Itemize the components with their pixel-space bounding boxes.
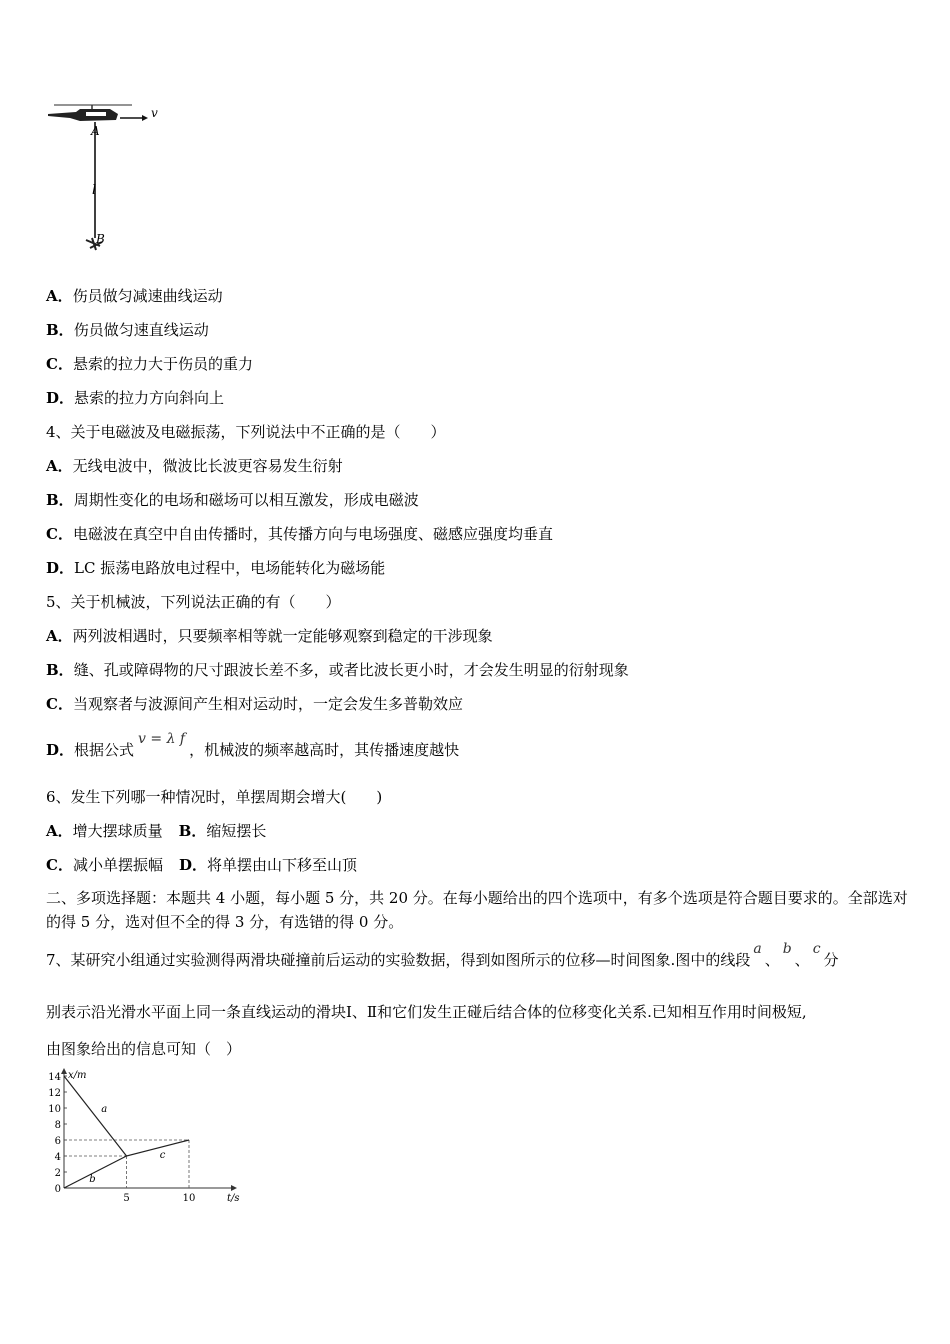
sep: 、 (794, 951, 810, 969)
option-key: C． (46, 856, 73, 874)
q6-options-row1 (46, 821, 266, 841)
option-text: 悬索的拉力大于伤员的重力 (72, 355, 253, 373)
b-label: B (96, 232, 105, 246)
y-tick-label: 4 (54, 1152, 61, 1163)
y-tick-label: 2 (54, 1168, 61, 1179)
option-text: 减小单摆振幅 (72, 856, 163, 874)
q7-text-post: 分 (823, 951, 839, 969)
series-label-b: b (89, 1174, 96, 1185)
series-line-c (127, 1140, 190, 1156)
helicopter-figure (40, 96, 170, 256)
heli-windows (86, 112, 106, 116)
option-text: 悬索的拉力方向斜向上 (74, 389, 225, 407)
q7-line1 (46, 941, 839, 971)
q4-option-b (46, 490, 419, 510)
x-tick-label: 5 (123, 1193, 130, 1204)
option-key: A． (46, 457, 73, 475)
option-key: D． (46, 741, 75, 759)
x-axis-arrow (231, 1185, 237, 1191)
series-line-a (64, 1076, 127, 1156)
q3-option-b (46, 320, 209, 340)
option-text-pre: 根据公式 (74, 741, 135, 759)
option-text: 伤员做匀速直线运动 (73, 321, 209, 339)
y-axis-arrow (61, 1068, 67, 1074)
q4-option-c (46, 524, 553, 544)
q4-option-a (46, 456, 343, 476)
x-axis-label: t/s (227, 1193, 240, 1204)
option-text: 周期性变化的电场和磁场可以相互激发，形成电磁波 (73, 491, 419, 509)
q7-line2: 别表示沿光滑水平面上同一条直线运动的滑块Ⅰ、Ⅱ和它们发生正碰后结合体的位移变化关系.已知相互作用时间极短, (46, 1003, 807, 1021)
q4-stem: 4、关于电磁波及电磁振荡，下列说法中不正确的是（ ） (46, 423, 446, 441)
q7-line3: 由图象给出的信息可知（ ） (46, 1040, 242, 1058)
q6-stem: 6、发生下列哪一种情况时，单摆周期会增大( ) (46, 788, 383, 806)
seg-b-label: b (782, 941, 792, 957)
option-text: 电磁波在真空中自由传播时，其传播方向与电场强度、磁感应强度均垂直 (72, 525, 553, 543)
x-tick-label: 10 (182, 1193, 196, 1204)
option-text: 两列波相遇时，只要频率相等就一定能够观察到稳定的干涉现象 (72, 627, 493, 645)
v-label: v (151, 106, 158, 120)
seg-c-label: c (812, 941, 821, 957)
option-key: C． (46, 355, 73, 373)
y-tick-label: 10 (48, 1104, 61, 1115)
option-text: 当观察者与波源间产生相对运动时，一定会发生多普勒效应 (72, 695, 463, 713)
q3-option-d (46, 388, 224, 408)
option-text-post: ，机械波的频率越高时，其传播速度越快 (189, 741, 460, 759)
option-key: D． (178, 856, 207, 874)
option-key: B． (46, 321, 74, 339)
sep: 、 (764, 951, 780, 969)
series-label-c: c (159, 1150, 166, 1161)
xt-chart (40, 1066, 240, 1206)
q5-option-c (46, 694, 463, 714)
option-key: B． (46, 491, 74, 509)
y-axis-label: x/m (68, 1070, 87, 1081)
q4-option-d (46, 558, 385, 578)
section2-instructions: 二、多项选择题：本题共 4 小题，每小题 5 分，共 20 分。在每小题给出的四个选项中，有多个选项是符合题目要求的。全部选对的得 5 分，选对但不全的得 3 分，有选错的得 0 分。 (46, 889, 908, 931)
option-key: A． (46, 287, 73, 305)
y-tick-label: 6 (54, 1136, 61, 1147)
option-key: D． (46, 559, 75, 577)
helicopter-body (48, 109, 118, 121)
option-key: A． (46, 822, 73, 840)
y-tick-label: 12 (48, 1088, 61, 1099)
option-key: C． (46, 525, 73, 543)
option-text: 缝、孔或障碍物的尺寸跟波长差不多，或者比波长更小时，才会发生明显的衍射现象 (73, 661, 629, 679)
a-label: A (91, 124, 100, 138)
velocity-arrow-head (142, 115, 148, 121)
series-label-a: a (101, 1104, 108, 1115)
q5-option-b (46, 660, 629, 680)
option-text: 增大摆球质量 (72, 822, 163, 840)
option-text: 无线电波中，微波比长波更容易发生衍射 (72, 457, 343, 475)
option-key: B． (46, 661, 74, 679)
q3-option-a (46, 286, 223, 306)
option-text: 伤员做匀减速曲线运动 (72, 287, 223, 305)
q5-option-a (46, 626, 493, 646)
q5-option-d (46, 731, 460, 761)
y-tick-label: 0 (54, 1184, 61, 1195)
q5-stem: 5、关于机械波，下列说法正确的有（ ） (46, 593, 341, 611)
option-key: B． (178, 822, 207, 840)
option-key: C． (46, 695, 73, 713)
option-key: D． (46, 389, 75, 407)
q6-options-row2 (46, 855, 357, 875)
option-text: 将单摆由山下移至山顶 (206, 856, 357, 874)
q3-option-c (46, 354, 253, 374)
y-tick-label: 14 (48, 1072, 61, 1083)
q7-text-pre: 7、某研究小组通过实验测得两滑块碰撞前后运动的实验数据，得到如图所示的位移—时间图象.图中的线段 (46, 951, 751, 969)
y-tick-label: 8 (54, 1120, 61, 1131)
option-key: A． (46, 627, 73, 645)
l-label: l (92, 183, 97, 198)
option-text: 缩短摆长 (206, 822, 267, 840)
option-text: LC 振荡电路放电过程中，电场能转化为磁场能 (74, 559, 386, 577)
formula-v-lambda-f: v = λ f (138, 731, 186, 747)
seg-a-label: a (753, 941, 762, 957)
